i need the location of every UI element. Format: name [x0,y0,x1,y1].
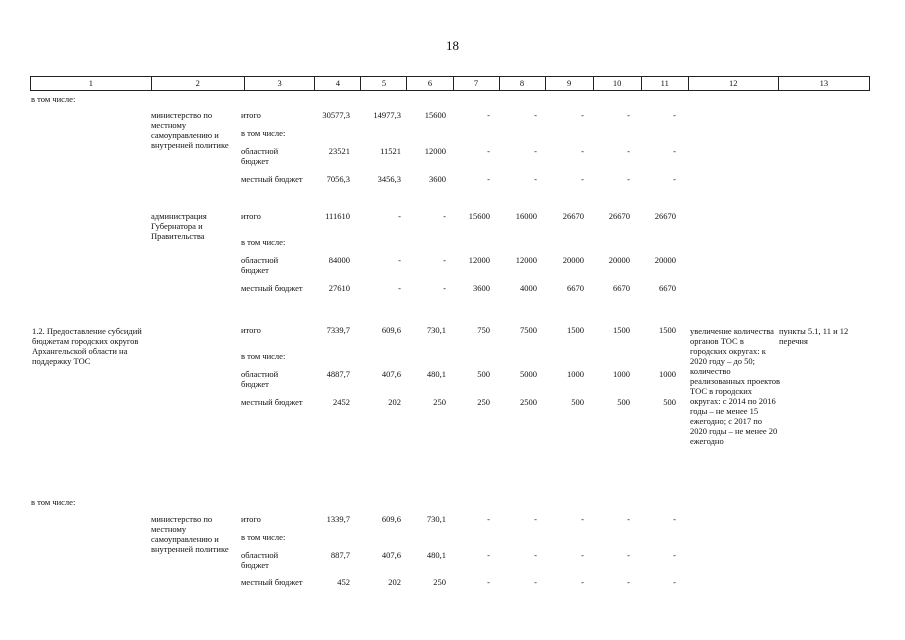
value-cell: 23521 [328,146,350,156]
row-label: местный бюджет [241,397,303,407]
value-cell: 480,1 [426,369,446,379]
value-cell: - [673,514,676,524]
header-cell: 5 [361,77,407,91]
header-cell: 1 [31,77,152,91]
value-cell: 887,7 [330,550,350,560]
executor-name: министерство по местному самоуправлению и внутренней политике [151,110,229,151]
row-label: итого [241,211,261,221]
value-cell: 20000 [654,255,676,265]
row-label: областной бюджет [241,550,279,571]
value-cell: - [398,283,401,293]
header-cell: 8 [499,77,545,91]
value-cell: 11521 [380,146,401,156]
value-cell: 16000 [515,211,537,221]
including-label: в том числе: [31,94,76,104]
value-cell: - [487,514,490,524]
row-label: областной бюджет [241,369,279,390]
value-cell: 500 [477,369,490,379]
value-cell: 26670 [562,211,584,221]
value-cell: 7339,7 [326,325,350,335]
value-cell: - [487,174,490,184]
value-cell: - [627,550,630,560]
value-cell: 730,1 [426,514,446,524]
value-cell: 27610 [328,283,350,293]
value-cell: 202 [388,397,401,407]
value-cell: 20000 [562,255,584,265]
value-cell: 26670 [654,211,676,221]
value-cell: 5000 [520,369,537,379]
value-cell: 6670 [659,283,676,293]
value-cell: - [443,283,446,293]
value-cell: 4887,7 [326,369,350,379]
header-cell: 2 [151,77,244,91]
value-cell: 609,6 [381,325,401,335]
value-cell: 500 [663,397,676,407]
value-cell: - [581,146,584,156]
value-cell: - [398,255,401,265]
value-cell: - [627,514,630,524]
value-cell: - [534,110,537,120]
header-cell: 7 [453,77,499,91]
value-cell: - [673,577,676,587]
value-cell: 250 [433,397,446,407]
value-cell: 407,6 [381,550,401,560]
header-cell: 9 [545,77,593,91]
value-cell: - [487,110,490,120]
value-cell: - [534,174,537,184]
value-cell: 12000 [424,146,446,156]
value-cell: 750 [477,325,490,335]
value-cell: 3600 [429,174,446,184]
value-cell: 407,6 [381,369,401,379]
value-cell: 3600 [473,283,490,293]
measure-name: 1.2. Предоставление субсидий бюджетам городских округов Архангельской области на поддержку ТОС [32,326,142,367]
value-cell: - [581,550,584,560]
value-cell: - [487,146,490,156]
value-cell: 15600 [424,110,446,120]
row-label: итого [241,110,261,120]
value-cell: 12000 [468,255,490,265]
value-cell: 20000 [608,255,630,265]
value-cell: - [487,550,490,560]
header-cell: 6 [407,77,453,91]
value-cell: - [443,255,446,265]
value-cell: 2500 [520,397,537,407]
row-label: итого [241,325,261,335]
column-number-header [30,76,870,91]
value-cell: - [673,110,676,120]
value-cell: - [673,174,676,184]
value-cell: - [627,577,630,587]
value-cell: 500 [617,397,630,407]
header-cell: 11 [641,77,688,91]
value-cell: - [534,550,537,560]
header-cell: 13 [778,77,869,91]
value-cell: 250 [477,397,490,407]
value-cell: 30577,3 [322,110,350,120]
value-cell: 1500 [567,325,584,335]
value-cell: 14977,3 [373,110,401,120]
row-label: областной бюджет [241,146,279,167]
value-cell: 6670 [613,283,630,293]
value-cell: 202 [388,577,401,587]
value-cell: - [534,146,537,156]
value-cell: 1500 [659,325,676,335]
value-cell: 4000 [520,283,537,293]
value-cell: 2452 [333,397,350,407]
value-cell: 1500 [613,325,630,335]
value-cell: 609,6 [381,514,401,524]
value-cell: 84000 [328,255,350,265]
row-label: областной бюджет [241,255,279,276]
row-label: в том числе: [241,532,286,542]
row-label: итого [241,514,261,524]
row-label: в том числе: [241,351,286,361]
value-cell: - [534,514,537,524]
value-cell: 15600 [468,211,490,221]
value-cell: - [673,146,676,156]
including-label: в том числе: [31,497,76,507]
value-cell: - [534,577,537,587]
value-cell: - [627,110,630,120]
value-cell: 1000 [613,369,630,379]
value-cell: 1000 [659,369,676,379]
value-cell: - [627,146,630,156]
value-cell: 500 [571,397,584,407]
value-cell: 250 [433,577,446,587]
value-cell: 480,1 [426,550,446,560]
expected-result: увеличение количества органов ТОС в городских округах: к 2020 году – до 50; количество реализованных проектов ТОС в городских округах: с 2014 по 2016 годы – не менее 15 ежегодно; с 2017 по 2020 годы – не менее 20 ежегодно [690,326,780,447]
header-cell: 3 [244,77,315,91]
value-cell: 12000 [515,255,537,265]
header-cell: 10 [593,77,641,91]
value-cell: - [673,550,676,560]
row-label: в том числе: [241,128,286,138]
header-cell: 4 [315,77,361,91]
value-cell: - [398,211,401,221]
value-cell: 1339,7 [326,514,350,524]
header-cell: 12 [688,77,778,91]
row-label: местный бюджет [241,174,303,184]
value-cell: 3456,3 [377,174,401,184]
value-cell: 452 [337,577,350,587]
executor-name: администрация Губернатора и Правительства [151,211,207,242]
value-cell: - [581,577,584,587]
value-cell: 730,1 [426,325,446,335]
row-label: местный бюджет [241,283,303,293]
value-cell: 7500 [520,325,537,335]
value-cell: 26670 [608,211,630,221]
value-cell: 111610 [325,211,350,221]
page-number: 18 [446,38,459,53]
value-cell: - [443,211,446,221]
value-cell: - [581,110,584,120]
value-cell: 1000 [567,369,584,379]
value-cell: - [581,174,584,184]
row-label: местный бюджет [241,577,303,587]
value-cell: - [487,577,490,587]
row-label: в том числе: [241,237,286,247]
value-cell: 7056,3 [326,174,350,184]
executor-name: министерство по местному самоуправлению и внутренней политике [151,514,229,555]
value-cell: 6670 [567,283,584,293]
list-reference: пункты 5.1, 11 и 12 перечня [779,326,849,347]
value-cell: - [627,174,630,184]
value-cell: - [581,514,584,524]
